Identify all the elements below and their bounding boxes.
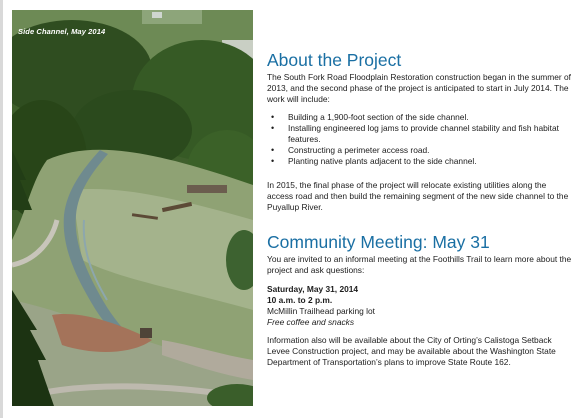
event-location: McMillin Trailhead parking lot: [267, 306, 375, 317]
work-list: [267, 112, 573, 167]
meeting-invite: You are invited to an informal meeting at the Foothills Trail to learn more about the project and ask questions:: [267, 254, 572, 276]
list-item: • Planting native plants adjacent to the side channel.: [288, 156, 573, 167]
meeting-heading: Community Meeting: May 31: [267, 232, 490, 252]
photo-caption: Side Channel, May 2014: [18, 27, 106, 36]
event-date: Saturday, May 31, 2014: [267, 284, 359, 294]
list-item: • Installing engineered log jams to provide channel stability and fish habitat features.: [288, 123, 573, 145]
about-heading: About the Project: [267, 50, 402, 70]
side-channel-photo: [12, 10, 253, 406]
event-time: 10 a.m. to 2 p.m.: [267, 295, 333, 306]
additional-info: Information also will be available about the City of Orting’s Calistoga Setback Levee Construction project, and may be available about the Washington State Department of Transportation’s plans to improve State Route 162.: [267, 335, 556, 368]
page-edge: [0, 0, 3, 418]
event-extras: Free coffee and snacks: [267, 317, 355, 328]
event-details: [267, 284, 573, 328]
list-item: • Constructing a perimeter access road.: [288, 145, 573, 156]
final-phase-text: In 2015, the final phase of the project will relocate existing utilities along the access road and then build the remaining segment of the new side channel to the Puyallup River.: [267, 180, 569, 213]
about-intro: The South Fork Road Floodplain Restoration construction began in the summer of 2013, and the second phase of the project is anticipated to start in July 2014. The work will include:: [267, 72, 571, 105]
list-item: • Building a 1,900-foot section of the side channel.: [288, 112, 573, 123]
